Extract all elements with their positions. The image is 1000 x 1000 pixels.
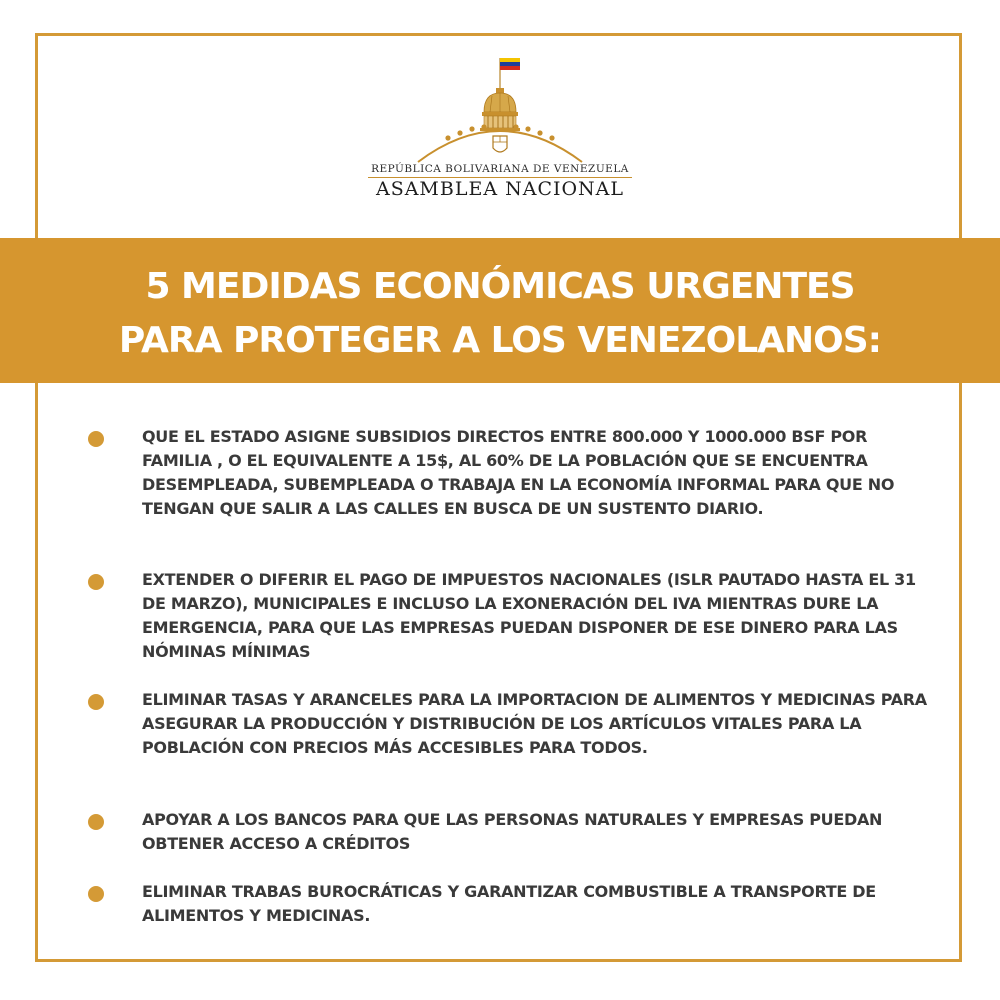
bullet-icon <box>88 431 104 447</box>
banner-title-line-2: PARA PROTEGER A LOS VENEZOLANOS: <box>118 320 882 361</box>
list-item-text: APOYAR A LOS BANCOS PARA QUE LAS PERSONAS NATURALES Y EMPRESAS PUEDAN OBTENER ACCESO A CRÉDITOS <box>142 810 883 853</box>
bullet-icon <box>88 694 104 710</box>
logo-title: ASAMBLEA NACIONAL <box>375 178 625 200</box>
title-banner <box>0 238 1000 383</box>
capitol-dome-emblem-icon <box>350 50 650 165</box>
bullet-icon <box>88 814 104 830</box>
bullet-icon <box>88 574 104 590</box>
bullet-icon <box>88 886 104 902</box>
list-item-text: ELIMINAR TRABAS BUROCRÁTICAS Y GARANTIZAR COMBUSTIBLE A TRANSPORTE DE ALIMENTOS Y MEDICINAS. <box>142 882 876 925</box>
logo-subtitle: REPÚBLICA BOLIVARIANA DE VENEZUELA <box>371 163 629 175</box>
list-item-text: QUE EL ESTADO ASIGNE SUBSIDIOS DIRECTOS ENTRE 800.000 Y 1000.000 BSF POR FAMILIA , O EL EQUIVALENTE A 15$, AL 60% DE LA POBLACIÓN QUE SE ENCUENTRA DESEMPLEADA, SUBEMPLEADA O TRABAJA EN LA ECONOMÍA INFORMAL PARA QUE NO TENGAN QUE SALIR A LAS CALLES EN BUSCA DE UN SUSTENTO DIARIO. <box>142 427 895 518</box>
banner-title-line-1: 5 MEDIDAS ECONÓMICAS URGENTES <box>145 266 855 307</box>
list-item-text: ELIMINAR TASAS Y ARANCELES PARA LA IMPORTACION DE ALIMENTOS Y MEDICINAS PARA ASEGURAR LA PRODUCCIÓN Y DISTRIBUCIÓN DE LOS ARTÍCULOS VITALES PARA LA POBLACIÓN CON PRECIOS MÁS ACCESIBLES PARA TODOS. <box>142 690 927 757</box>
asamblea-nacional-logo <box>350 50 650 205</box>
list-item-text: EXTENDER O DIFERIR EL PAGO DE IMPUESTOS NACIONALES (ISLR PAUTADO HASTA EL 31 DE MARZO), MUNICIPALES E INCLUSO LA EXONERACIÓN DEL IVA MIENTRAS DURE LA EMERGENCIA, PARA QUE LAS EMPRESAS PUEDAN DISPONER DE ESE DINERO PARA LAS NÓMINAS MÍNIMAS <box>142 570 916 661</box>
